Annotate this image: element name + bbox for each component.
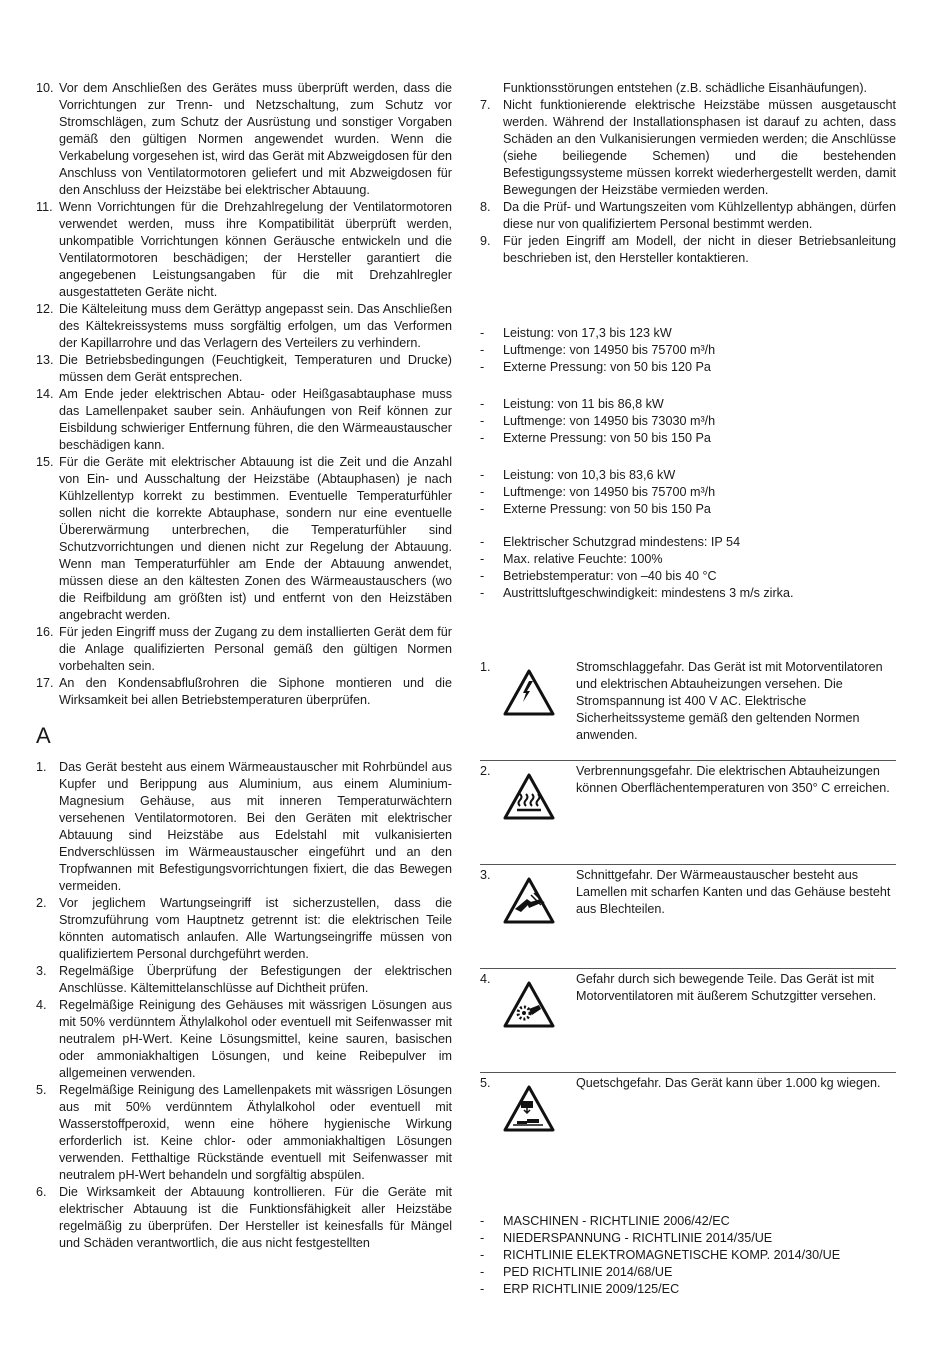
left-column [36,80,452,1252]
warning-row [480,969,896,1073]
bullet-dash: - [480,360,485,374]
list-item [36,199,452,301]
list-item [480,233,896,267]
warning-table [480,657,896,1177]
bullet-dash: - [480,1265,485,1279]
spec-group [480,534,896,602]
bullet-text: ERP RICHTLINIE 2009/125/EC [503,1282,680,1296]
bullet-text: PED RICHTLINIE 2014/68/UE [503,1265,673,1279]
bullet-text: Externe Pressung: von 50 bis 150 Pa [503,502,711,516]
bullet-item [480,430,896,447]
bullet-item [480,325,896,342]
item-text: Regelmäßige Reinigung des Gehäuses mit wässrigen Lösungen aus mit 50% verdünntem Äthylalkohol oder eventuell mit Seifenwasser mit neutralem pH-Wert. Keine Lösungsmittel, keine sauren, basischen oder ammoniakhaltigen Lösungen, und keine Reibepulver im allgemeinen verwenden. [59,998,452,1080]
bullet-text: MASCHINEN - RICHTLINIE 2006/42/EC [503,1214,730,1228]
crush-hazard-warning-icon [503,1073,576,1177]
item-text: Die Betriebsbedingungen (Feuchtigkeit, Temperaturen und Drucke) müssen dem Gerät entsprechen. [59,353,452,384]
warning-text: Verbrennungsgefahr. Die elektrischen Abtauheizungen können Oberflächentemperaturen von 350° C erreichen. [576,764,890,795]
list-item [36,1082,452,1184]
spec-group [480,325,896,376]
item-text: Die Wirksamkeit der Abtauung kontrollieren. Für die Geräte mit elektrischer Abtauung ist die Funktionsfähigkeit aller Heizstäbe regelmäßig zu überprüfen. Der Hersteller ist keinesfalls für Mängel und Schäden verantwortlich, die aus nicht festgestellten [59,1185,452,1250]
bullet-text: Leistung: von 11 bis 86,8 kW [503,397,664,411]
list-item [36,80,452,199]
bullet-text: NIEDERSPANNUNG - RICHTLINIE 2014/35/UE [503,1231,773,1245]
bullet-item [480,501,896,518]
item-number: 17. [36,676,54,690]
bullet-dash: - [480,485,485,499]
continuation-line: Funktionsstörungen entstehen (z.B. schädliche Eisanhäufungen). [503,81,868,95]
bullet-text: Elektrischer Schutzgrad mindestens: IP 54 [503,535,741,549]
item-text: Da die Prüf- und Wartungszeiten vom Kühlzellentyp abhängen, dürfen diese nur von qualifiziertem Personal bestimmt werden. [503,200,896,231]
list-item [36,301,452,352]
item-number: 4. [36,998,47,1012]
item-number: 11. [36,200,53,214]
list-item [36,675,452,709]
bullet-item [480,1281,896,1298]
item-number: 12. [36,302,54,316]
item-number: 2. [36,896,47,910]
warning-text: Gefahr durch sich bewegende Teile. Das Gerät ist mit Motorventilatoren mit äußerem Schutzgitter versehen. [576,972,877,1003]
bullet-dash: - [480,569,485,583]
section-a-list [36,759,452,1252]
bullet-dash: - [480,535,485,549]
list-item [36,624,452,675]
warning-text: Schnittgefahr. Der Wärmeaustauscher besteht aus Lamellen mit scharfen Kanten und das Gehäuse besteht aus Blechteilen. [576,868,891,916]
item-text: Für jeden Eingriff muss der Zugang zu dem installierten Gerät dem für die Anlage qualifizierten Personal gemäß den gültigen Normen vorbehalten sein. [59,625,452,673]
item-number: 8. [480,200,491,214]
item-number: 3. [36,964,47,978]
bullet-dash: - [480,1214,485,1228]
bullet-text: Luftmenge: von 14950 bis 75700 m³/h [503,485,716,499]
warning-number: 2. [480,764,491,778]
directives-list [480,1213,896,1298]
item-number: 5. [36,1083,47,1097]
item-number: 6. [36,1185,47,1199]
bullet-dash: - [480,1248,485,1262]
bullet-dash: - [480,552,485,566]
warning-row [480,657,896,761]
bullet-item [480,1247,896,1264]
bullet-item [480,467,896,484]
item-text: Das Gerät besteht aus einem Wärmeaustauscher mit Rohrbündel aus Kupfer und Berippung aus Aluminium, aus einem Aluminium-Magnesium Gehäuse, aus mit inneren Temperaturwächtern versehenen Ventilatormotoren. Bei den Geräten mit elektrischer Abtauung sind Heizstäbe aus Edelstahl mit vulkanisierten Endverschlüssen im Wärmeaustauscher eingeführt und an den Tropfwannen mit Befestigungsvorrichtungen fixiert, die das Bewegen vermeiden. [59,760,452,893]
item-text: Regelmäßige Überprüfung der Befestigungen der elektrischen Anschlüsse. Kältemittelanschlüsse auf Dichtheit prüfen. [59,964,452,995]
list-item [36,386,452,454]
item-number: 1. [36,760,47,774]
left-numbered-list [36,80,452,709]
bullet-item [480,413,896,430]
spec-group [480,396,896,447]
bullet-item [480,342,896,359]
bullet-text: Externe Pressung: von 50 bis 120 Pa [503,360,711,374]
item-text: Vor dem Anschließen des Gerätes muss überprüft werden, dass die Vorrichtungen zur Trenn- und Netzschaltung, zum Schutz vor Stromschlägen, zum Schutz der Ausrüstung und sonstiger Vorgaben gemäß den gültigen Normen angewendet wurden. Wenn die Verkabelung vorgesehen ist, wird das Gerät mit Abzweigdosen für den Anschluss von Ventilatormotoren geliefert und mit Abzweigdosen für den Anschluss der Heizstäbe bei elektrischer Abtauung. [59,81,452,197]
bullet-item [480,585,896,602]
right-numbered-list [480,97,896,267]
list-item [36,963,452,997]
bullet-text: RICHTLINIE ELEKTROMAGNETISCHE KOMP. 2014/30/UE [503,1248,841,1262]
bullet-text: Betriebstemperatur: von –40 bis 40 °C [503,569,717,583]
warning-number: 1. [480,660,491,674]
bullet-item [480,484,896,501]
list-item [36,1184,452,1252]
bullet-dash: - [480,343,485,357]
item-text: Für jeden Eingriff am Modell, der nicht in dieser Betriebsanleitung beschrieben ist, den Hersteller kontaktieren. [503,234,896,265]
spec-group [480,467,896,518]
warning-text: Stromschlaggefahr. Das Gerät ist mit Motorventilatoren und elektrischen Abtauheizungen versehen. Die Stromspannung ist 400 V AC. Elektrische Sicherheitssysteme gemäß den geltenden Normen anwenden. [576,660,883,742]
item-text: Am Ende jeder elektrischen Abtau- oder Heißgasabtauphase muss das Lamellenpaket sauber sein. Anhäufungen von Reif können zur Eisbildung schwieriger Entfernung führen, die den Wärmeaustauscher beschädigen kann. [59,387,452,452]
item-text: Nicht funktionierende elektrische Heizstäbe müssen ausgetauscht werden. Während der Installationsphasen ist darauf zu achten, dass Schäden an den Vulkanisierungen vermieden werden; die Anschlüsse (siehe beiliegende Schemen) und die bestehenden Befestigungssysteme müssen korrekt wiederhergestellt werden, damit Bewegungen der Heizstäbe vermieden werden. [503,98,896,197]
hot-surface-warning-icon [503,761,576,864]
bullet-text: Externe Pressung: von 50 bis 150 Pa [503,431,711,445]
list-item [36,759,452,895]
list-item [36,997,452,1082]
list-item [480,97,896,199]
bullet-dash: - [480,1282,485,1296]
list-item [36,895,452,963]
bullet-text: Leistung: von 10,3 bis 83,6 kW [503,468,676,482]
item-number: 16. [36,625,54,639]
list-item [36,454,452,624]
bullet-item [480,396,896,413]
bullet-text: Leistung: von 17,3 bis 123 kW [503,326,672,340]
warning-text: Quetschgefahr. Das Gerät kann über 1.000 kg wiegen. [576,1076,881,1090]
item-text: Wenn Vorrichtungen für die Drehzahlregelung der Ventilatormotoren verwendet werden, muss ihre Kompatibilität überprüft werden, unkompatible Vorrichtungen können Geräusche entwickeln und die Ventilatormotoren beschädigen; der Hersteller garantiert die angegebenen Leistungsangaben für die mit Drehzahlregler ausgestatteten Geräte nicht. [59,200,452,299]
bullet-item [480,534,896,551]
bullet-item [480,359,896,376]
section-a-heading: A [36,723,51,748]
item-text: Die Kälteleitung muss dem Gerättyp angepasst sein. Das Anschließen des Kältekreissystems muss sorgfältig erfolgen, um das Verformen der Kapillarrohre und das Verlagern des Verteilers zu verhindern. [59,302,452,350]
right-column [480,80,896,1298]
bullet-item [480,568,896,585]
list-item [36,352,452,386]
bullet-item [480,1264,896,1281]
bullet-dash: - [480,502,485,516]
bullet-dash: - [480,326,485,340]
item-number: 13. [36,353,54,367]
warning-row [480,865,896,969]
bullet-text: Austrittsluftgeschwindigkeit: mindestens 3 m/s zirka. [503,586,794,600]
warning-number: 3. [480,868,491,882]
bullet-item [480,1213,896,1230]
bullet-dash: - [480,397,485,411]
warning-row [480,761,896,865]
item-text: Regelmäßige Reinigung des Lamellenpakets mit wässrigen Lösungen aus mit 50% verdünntem Äthylalkohol oder eventuell mit Wasserstoffperoxid, wenn eine höhere hygienische Wirkung erforderlich ist. Keine chlor- oder ammoniakhaltigen Lösungen verwenden. Fetthaltige Rückstände eventuell mit Seifenwasser mit neutralem pH-Wert behandeln und sorgfältig abspülen. [59,1083,452,1182]
bullet-text: Luftmenge: von 14950 bis 73030 m³/h [503,414,716,428]
item-number: 10. [36,81,54,95]
item-number: 7. [480,98,491,112]
spec-lists [480,325,896,602]
item-number: 14. [36,387,54,401]
warning-row [480,1073,896,1177]
warning-number: 4. [480,972,491,986]
bullet-text: Max. relative Feuchte: 100% [503,552,663,566]
bullet-item [480,1230,896,1247]
bullet-item [480,551,896,568]
bullet-dash: - [480,586,485,600]
bullet-dash: - [480,414,485,428]
bullet-dash: - [480,431,485,445]
bullet-dash: - [480,1231,485,1245]
cut-hazard-warning-icon [503,865,576,968]
warning-number: 5. [480,1076,491,1090]
electric-shock-warning-icon [503,657,576,760]
item-text: An den Kondensabflußrohren die Siphone montieren und die Wirksamkeit bei allen Betriebstemperaturen überprüfen. [59,676,452,707]
item-number: 15. [36,455,54,469]
bullet-text: Luftmenge: von 14950 bis 75700 m³/h [503,343,716,357]
moving-parts-warning-icon [503,969,576,1072]
list-item [480,199,896,233]
item-text: Für die Geräte mit elektrischer Abtauung ist die Zeit und die Anzahl von Ein- und Ausschaltung der Heizstäbe (Abtauphasen) je nach Kühlzellentyp korrekt zu bestimmen. Eventuelle Temperaturfühler sollen nicht die korrekte Abtauphase, sondern nur eine eventuelle Übererwärmung unterbrechen, die Temperaturfühler sind Schutzvorrichtungen und dienen nicht zur Regelung der Abtauung. Wenn man Temperaturfühler am Ende der Abtauung anwendet, müssen diese an den kältesten Zonen des Wärmeaustauschers (wo die Reifbildung am größten ist) und entfernt von den Heizstäben angebracht werden. [59,455,452,622]
item-text: Vor jeglichem Wartungseingriff ist sicherzustellen, dass die Stromzuführung vom Hauptnetz getrennt ist: die elektrischen Teile könnten automatisch anlaufen. Alle Wartungseingriffe müssen von qualifiziertem Personal durchgeführt werden. [59,896,452,961]
item-number: 9. [480,234,491,248]
bullet-dash: - [480,468,485,482]
